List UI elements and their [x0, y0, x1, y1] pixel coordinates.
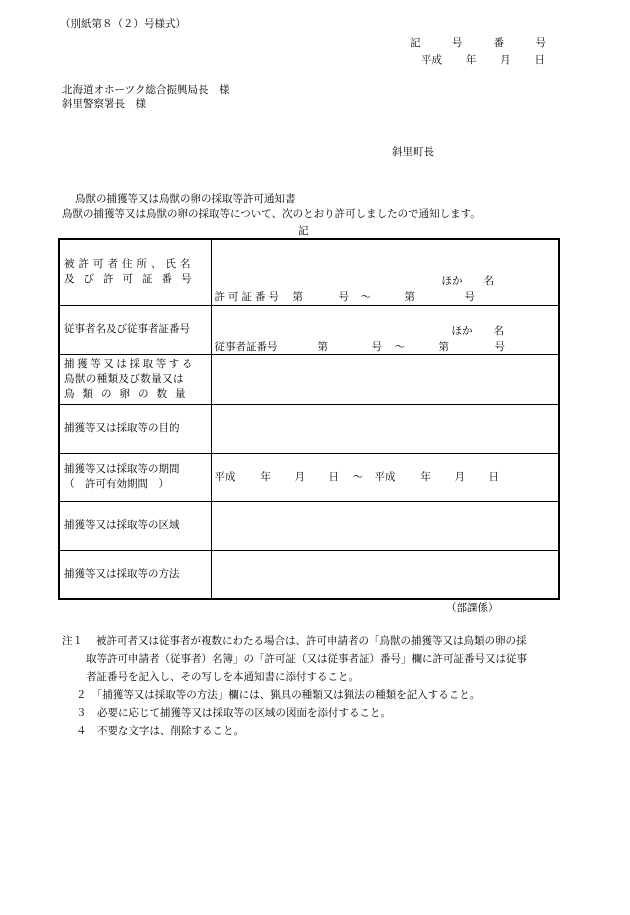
cert-part: 第 [292, 291, 303, 303]
row-purpose [59, 404, 559, 453]
label-species [59, 354, 211, 404]
period-dates [215, 472, 500, 483]
permit-cert-number [215, 292, 515, 303]
period-part: 日 [488, 470, 499, 483]
label-period [59, 453, 211, 501]
document-date [421, 55, 545, 66]
recipient: 北海道オホーツク総合振興局長 様 [62, 84, 230, 96]
label-area: 捕獲等又は採取等の区域 [59, 501, 211, 550]
note-line: 者証番号を記入し、その写しを本通知書に添付すること。 [86, 671, 359, 683]
row-period [59, 453, 559, 501]
label-subline: （ 許可有効期間 ） [64, 478, 169, 490]
value-purpose[interactable] [211, 404, 559, 453]
label-line: 被許可者住所、氏名 [64, 258, 195, 271]
label-permit-holder [59, 239, 211, 305]
note-1 [62, 632, 562, 650]
period-part: 月 [294, 470, 305, 483]
value-area[interactable] [211, 501, 559, 550]
cert-part: 号 [338, 291, 349, 303]
period-part: 平成 [214, 470, 236, 483]
period-part: 年 [420, 470, 431, 483]
doc-date-part: 年 [465, 54, 477, 66]
value-worker[interactable] [211, 305, 559, 354]
notes-section [62, 632, 562, 740]
doc-number-part: 号 [451, 37, 463, 49]
note-3: ３ 必要に応じて捕獲等又は採取等の区域の図面を添付すること。 [76, 707, 391, 719]
others-count: ほか 名 [451, 324, 504, 337]
recipient: 斜里警察署長 様 [62, 98, 146, 110]
cert-part: 第 [438, 340, 449, 353]
label-line: 捕獲等又は採取等する [64, 357, 195, 370]
note-line: 取等許可申請者（従事者）名簿」の「許可証（又は従事者証）番号」欄に許可証番号又は従事 [86, 653, 527, 665]
cert-part: 号 [371, 340, 382, 353]
worker-cert-number [215, 342, 515, 353]
period-part: 日 [328, 470, 339, 483]
cert-part: 第 [317, 340, 328, 353]
label-worker: 従事者名及び従事者証番号 [59, 305, 211, 354]
value-species[interactable] [211, 354, 559, 404]
cert-part: 号 [464, 291, 475, 303]
label-method: 捕獲等又は採取等の方法 [59, 550, 211, 599]
doc-number-part: 号 [535, 37, 546, 49]
label-purpose: 捕獲等又は採取等の目的 [59, 404, 211, 453]
row-worker [59, 305, 559, 354]
value-period[interactable] [211, 453, 559, 501]
dept-label: （部課係） [446, 602, 499, 614]
document-title: 鳥獣の捕獲等又は鳥獣の卵の採取等許可通知書 [75, 193, 296, 205]
note-4: ４ 不要な文字は、削除すること。 [76, 725, 244, 737]
form-id: （別紙第８（２）号様式） [60, 18, 186, 30]
row-area [59, 501, 559, 550]
note-2: ２ 「捕獲等又は採取等の方法」欄には、猟具の種類又は猟法の種類を記入すること。 [76, 689, 481, 701]
label-line: 鳥類の卵の数量 [64, 387, 194, 400]
note-line: 被許可者又は従事者が複数にわたる場合は、許可申請者の「鳥獣の捕獲等又は鳥類の卵の採 [96, 635, 527, 647]
label-line: 及び許可証番号 [64, 273, 201, 286]
label-line: 鳥獣の種類及び数量又は [64, 372, 184, 385]
cert-part: ～ [360, 291, 371, 303]
others-count: ほか 名 [441, 275, 494, 287]
doc-date-part: 月 [500, 54, 511, 66]
ki-mark: 記 [298, 225, 309, 237]
intro-text: 鳥獣の捕獲等又は鳥獣の卵の採取等について、次のとおり許可しましたので通知します。 [62, 208, 481, 220]
row-method [59, 550, 559, 599]
permit-table [58, 238, 560, 600]
cert-part: 第 [404, 291, 415, 303]
value-method[interactable] [211, 550, 559, 599]
period-part: 平成 [374, 470, 396, 483]
row-species [59, 354, 559, 404]
doc-number-part: 記 [410, 37, 421, 49]
sender: 斜里町長 [392, 146, 434, 158]
value-permit-holder[interactable] [211, 239, 559, 305]
cert-label: 許可証番号 [214, 291, 282, 303]
cert-part: ～ [394, 340, 405, 353]
doc-date-part: 日 [534, 54, 545, 66]
cert-label: 従事者証番号 [214, 340, 278, 353]
document-number [410, 38, 546, 49]
note-head: 注１ [62, 635, 83, 647]
period-part: 月 [454, 470, 465, 483]
period-part: ～ [352, 470, 363, 483]
doc-number-part: 番 [493, 37, 505, 49]
doc-date-part: 平成 [421, 54, 442, 66]
row-permit-holder [59, 239, 559, 305]
label-line: 捕獲等又は採取等の期間 [64, 463, 180, 475]
period-part: 年 [260, 470, 271, 483]
cert-part: 号 [494, 340, 505, 353]
